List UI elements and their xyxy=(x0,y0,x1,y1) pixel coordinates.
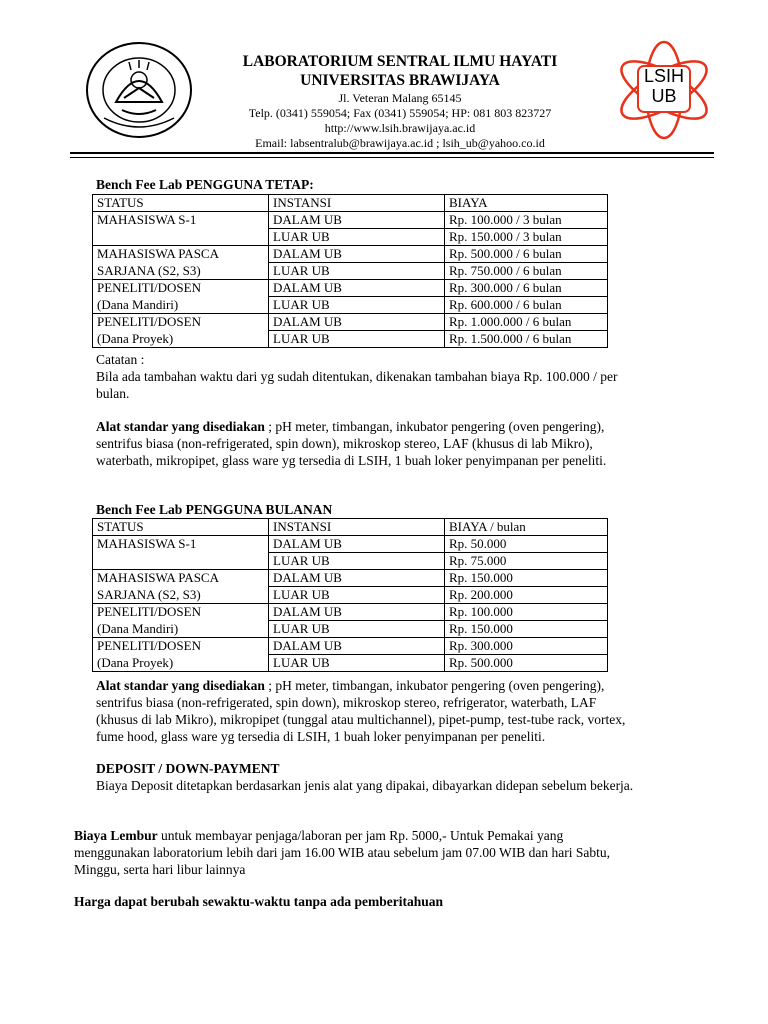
table-row: PENELITI/DOSEN DALAM UB Rp. 300.000 / 6 bulan xyxy=(93,280,608,297)
table-row: (Dana Mandiri) LUAR UB Rp. 150.000 xyxy=(93,621,608,638)
table-row: SARJANA (S2, S3) LUAR UB Rp. 750.000 / 6 bulan xyxy=(93,263,608,280)
university-name: UNIVERSITAS BRAWIJAYA xyxy=(300,72,500,89)
deposit-text: Biaya Deposit ditetapkan berdasarkan jenis alat yang dipakai, dibayarkan didepan sebelum bekerja. xyxy=(96,778,634,793)
header-divider-thin xyxy=(70,157,714,158)
tetap-equipment: Alat standar yang disediakan ; pH meter, timbangan, inkubator pengering (oven pengering), sentrifus biasa (non-refrigerated, spin down), mikroskop stereo, LAF (khusus di lab Mikro), waterbath, mikropipet, glass ware yg tersedia di LSIH, 1 buah loker penyimpanan per peneliti. xyxy=(96,419,607,468)
table-header-row xyxy=(93,519,608,536)
header-status: STATUS xyxy=(93,519,269,536)
tetap-fee-table xyxy=(92,194,608,348)
lab-name: LABORATORIUM SENTRAL ILMU HAYATI xyxy=(242,53,558,70)
table-row: (Dana Proyek) LUAR UB Rp. 500.000 xyxy=(93,655,608,672)
bulanan-title: Bench Fee Lab PENGGUNA BULANAN xyxy=(96,502,333,517)
table-row: LUAR UB Rp. 75.000 xyxy=(93,553,608,570)
header-divider-thick xyxy=(70,152,714,154)
overtime-fee: Biaya Lembur untuk membayar penjaga/laboran per jam Rp. 5000,- Untuk Pemakai yang menggunakan laboratorium lebih dari jam 16.00 WIB atau sebelum jam 07.00 WIB dan hari Sabtu, Minggu, serta hari libur lainnya xyxy=(74,828,610,877)
header-biaya: BIAYA / bulan xyxy=(445,519,608,536)
price-change-note: Harga dapat berubah sewaktu-waktu tanpa ada pemberitahuan xyxy=(74,894,444,909)
table-row: PENELITI/DOSEN DALAM UB Rp. 300.000 xyxy=(93,638,608,655)
email-line: Email: labsentralub@brawijaya.ac.id ; lsih_ub@yahoo.co.id xyxy=(255,136,545,150)
bulanan-equipment: Alat standar yang disediakan ; pH meter, timbangan, inkubator pengering (oven pengering), sentrifus biasa (non-refrigerated, spin down), mikroskop stereo, refrigerator, waterbath, LAF (khusus di lab Mikro), mikropipet (tunggal atau multichannel), pipet-pump, test-tube rack, vortex, fume hood, glass ware yg tersedia di LSIH, 1 buah loker penyimpanan per peneliti. xyxy=(96,678,626,744)
table-row: PENELITI/DOSEN DALAM UB Rp. 100.000 xyxy=(93,604,608,621)
table-row: SARJANA (S2, S3) LUAR UB Rp. 200.000 xyxy=(93,587,608,604)
website-line: http://www.lsih.brawijaya.ac.id xyxy=(324,121,476,135)
phone-line: Telp. (0341) 559054; Fax (0341) 559054; HP: 081 803 823727 xyxy=(248,106,552,120)
table-row: PENELITI/DOSEN DALAM UB Rp. 1.000.000 / 6 bulan xyxy=(93,314,608,331)
address: Jl. Veteran Malang 65145 xyxy=(338,91,462,105)
lsih-logo-text: LSIH UB xyxy=(643,66,685,106)
deposit-title: DEPOSIT / DOWN-PAYMENT xyxy=(96,761,280,776)
table-header-row xyxy=(93,195,608,212)
table-row: (Dana Proyek) LUAR UB Rp. 1.500.000 / 6 bulan xyxy=(93,331,608,348)
table-row: MAHASISWA PASCA DALAM UB Rp. 500.000 / 6 bulan xyxy=(93,246,608,263)
table-row: LUAR UB Rp. 150.000 / 3 bulan xyxy=(93,229,608,246)
header-instansi: INSTANSI xyxy=(269,195,445,212)
header-biaya: BIAYA xyxy=(445,195,608,212)
tetap-title: Bench Fee Lab PENGGUNA TETAP: xyxy=(96,177,314,192)
table-row: MAHASISWA S-1 DALAM UB Rp. 100.000 / 3 bulan xyxy=(93,212,608,229)
table-row: (Dana Mandiri) LUAR UB Rp. 600.000 / 6 bulan xyxy=(93,297,608,314)
table-row: MAHASISWA S-1 DALAM UB Rp. 50.000 xyxy=(93,536,608,553)
table-row: MAHASISWA PASCA DALAM UB Rp. 150.000 xyxy=(93,570,608,587)
tetap-note: Catatan : Bila ada tambahan waktu dari yg sudah ditentukan, dikenakan tambahan biaya Rp. 100.000 / per bulan. xyxy=(96,352,618,401)
bulanan-fee-table xyxy=(92,518,608,672)
header-status: STATUS xyxy=(93,195,269,212)
header-instansi: INSTANSI xyxy=(269,519,445,536)
